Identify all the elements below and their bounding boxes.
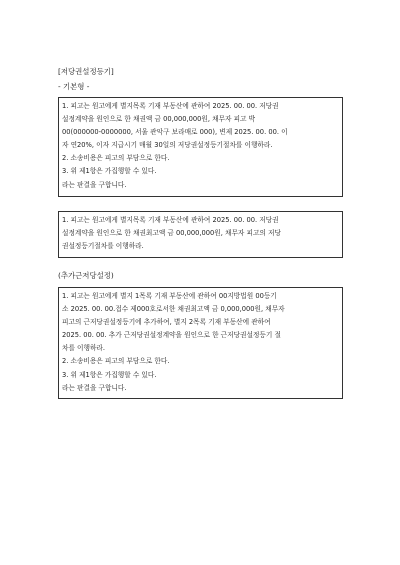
claim-line: 소 2025. 00. 00.접수 제000호로서한 채권최고액 금 0,000,000원, 채무자 bbox=[62, 305, 285, 314]
subtitle: - 기본형 - bbox=[58, 82, 90, 91]
claim-line: 3. 위 제1항은 가집행할 수 있다. bbox=[62, 167, 157, 176]
claim-line: 1. 피고는 원고에게 별지목록 기재 부동산에 관하여 2025. 00. 00. 저당권 bbox=[62, 216, 279, 224]
claim-line: 차를 이행하라. bbox=[62, 344, 106, 353]
section-title-additional: (추가근저당설정) bbox=[58, 271, 114, 280]
claim-line: 00(000000-0000000, 서울 관악구 보라매로 000), 변제 2025. 00. 00. 이 bbox=[62, 128, 288, 137]
claim-line: 2. 소송비용은 피고의 부담으로 한다. bbox=[62, 154, 170, 163]
claim-line: 3. 위 제1항은 가집행할 수 있다. bbox=[62, 370, 157, 379]
claim-line: 라는 판결을 구합니다. bbox=[62, 383, 127, 392]
section-title: [저당권설정등기] bbox=[58, 67, 114, 76]
claim-line: 권설정등기절차를 이행하라. bbox=[62, 242, 144, 251]
claim-line: 피고의 근저당권설정등기에 추가하여, 별지 2목록 기재 부동산에 관하여 bbox=[62, 318, 271, 327]
claim-line: 2025. 00. 00. 추가 근저당권설정계약을 원인으로 한 근저당권설정등기 절 bbox=[62, 331, 281, 340]
claim-box-additional bbox=[58, 287, 343, 399]
claim-box-max-amount bbox=[58, 211, 343, 258]
claim-line: 1. 피고는 원고에게 별지 1목록 기재 부동산에 관하여 00지방법원 00등기 bbox=[62, 292, 277, 300]
claim-line: 설정계약을 원인으로 한 채권액 금 00,000,000원, 채무자 피고 박 bbox=[62, 115, 256, 124]
claim-box-basic bbox=[58, 97, 343, 197]
claim-line: 자 연20%, 이자 지급시기 매월 30일의 저당권설정등기절차를 이행하라. bbox=[62, 141, 273, 150]
claim-line: 설정계약을 원인으로 한 채권최고액 금 00,000,000원, 채무자 피고의 저당 bbox=[62, 229, 281, 238]
claim-line: 라는 판결을 구합니다. bbox=[62, 180, 127, 189]
claim-line: 1. 피고는 원고에게 별지목록 기재 부동산에 관하여 2025. 00. 00. 저당권 bbox=[62, 102, 279, 110]
claim-line: 2. 소송비용은 피고의 부담으로 한다. bbox=[62, 357, 170, 366]
